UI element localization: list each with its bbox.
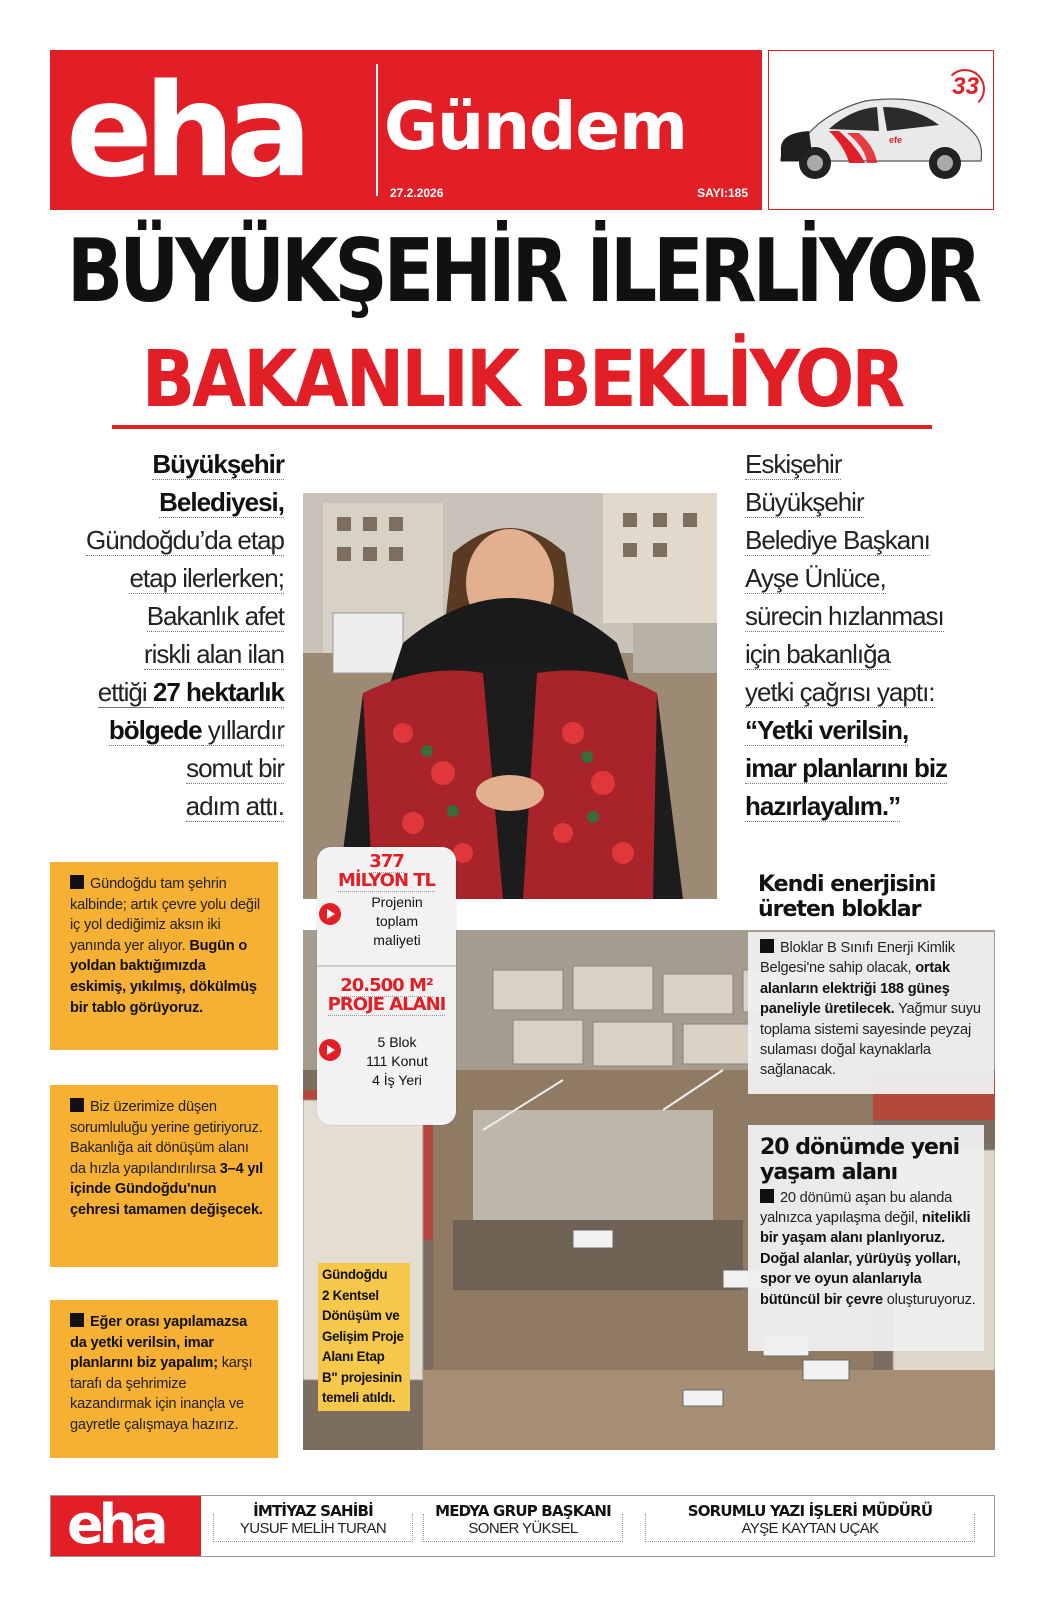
caption-line: temeli atıldı. (322, 1390, 396, 1405)
issue-date: 27.2.2026 (390, 186, 444, 200)
quote-text: Gündoğdu tam şehrin kalbinde; artık çevre yolu değil iç yol dediğimiz aksın iki yanında yer alıyor. (70, 876, 260, 954)
caption-line: 2 Kentsel (322, 1287, 379, 1303)
lead-left-line: Büyükşehir (152, 449, 284, 479)
lead-left-line: ettiği (97, 677, 153, 707)
lead-right-quote: imar planlarını biz (745, 753, 948, 783)
stat-desc-line: 4 İş Yeri (372, 1072, 422, 1088)
living-title-line: 20 dönümde yeni (760, 1135, 960, 1160)
car-illustration (769, 51, 994, 210)
lead-left-bold: 27 hektarlık (152, 677, 284, 707)
section-title: Gündem (384, 88, 687, 165)
stat-area-desc (343, 1033, 451, 1090)
lead-left-line: etap ilerlerken; (129, 563, 284, 593)
stat-desc-line: 5 Blok (377, 1034, 417, 1050)
lead-left-line: yıllardır (201, 715, 284, 745)
square-bullet-icon (760, 939, 774, 953)
play-icon (319, 1039, 341, 1061)
living-title-line: yaşam alanı (760, 1160, 898, 1186)
quote-bold: Bugün o yoldan baktığımızda eskimiş, yıkılmış, dökülmüş bir tablo görüyoruz. (70, 937, 257, 1016)
stat-cost-value: 377 (369, 851, 404, 872)
lead-right-line: Ayşe Ünlüce, (745, 563, 886, 593)
lead-left-bold: bölgede (108, 715, 202, 745)
credit-role: MEDYA GRUP BAŞKANI (435, 1502, 611, 1520)
anniversary-badge: 33 (952, 73, 979, 100)
mayor-portrait-photo (303, 493, 717, 899)
issue-number: SAYI:185 (697, 186, 748, 200)
lead-right-line: yetki çağrısı yaptı: (745, 677, 935, 707)
stat-area (317, 977, 456, 1015)
lead-left-line: somut bir (186, 753, 284, 783)
credit-owner (213, 1502, 413, 1542)
credit-media-head (423, 1502, 623, 1542)
quote-box-1 (50, 862, 278, 1050)
masthead-divider (376, 64, 378, 196)
stat-desc-line: maliyeti (373, 932, 421, 948)
lead-right-line: Belediye Başkanı (745, 525, 930, 555)
stat-cost-desc (343, 893, 451, 950)
credit-name: SONER YÜKSEL (423, 1514, 623, 1542)
stat-divider (317, 965, 456, 967)
lead-left-line: Belediyesi, (159, 487, 284, 517)
living-box (748, 1125, 984, 1351)
lead-right-line: sürecin hızlanması (745, 601, 944, 631)
caption-line: Alanı Etap (322, 1349, 385, 1364)
advertisement[interactable] (768, 50, 994, 210)
quote-bold: 3–4 yıl içinde Gündoğdu'nun çehresi tamamen değişecek. (70, 1160, 263, 1218)
main-headline: BÜYÜKŞEHİR İLERLİYOR (66, 220, 979, 323)
caption-line: B" projesinin (322, 1369, 402, 1385)
footer-credits (50, 1495, 995, 1557)
credit-role: SORUMLU YAZI İŞLERİ MÜDÜRÜ (687, 1502, 933, 1520)
quote-text: karşı tarafı da şehrimize kazandırmak için inançla ve gayretle çalışmaya hazırız. (70, 1355, 253, 1433)
info-bold: ortak alanların elektriği 188 güneş paneliyle üretilecek. (760, 960, 950, 1018)
caption-line: Gündoğdu (322, 1267, 388, 1282)
project-stats-card (317, 847, 456, 1125)
lead-text-left (40, 445, 284, 825)
lead-left-line: riskli alan ilan (143, 639, 284, 669)
lead-left-line: Gündoğdu’da etap (86, 525, 284, 555)
stat-desc-line: 111 Konut (366, 1053, 428, 1069)
credit-name: YUSUF MELİH TURAN (213, 1514, 413, 1542)
stat-area-label: PROJE ALANI (327, 993, 446, 1015)
energy-title-line: Kendi enerjisini (758, 872, 936, 897)
square-bullet-icon (70, 1313, 84, 1327)
stat-cost (317, 853, 456, 891)
square-bullet-icon (760, 1189, 774, 1203)
lead-right-line: için bakanlığa (745, 639, 890, 669)
stat-desc-line: toplam (375, 913, 419, 929)
play-icon (319, 903, 341, 925)
info-bold: nitelikli bir yaşam alanı planlıyoruz. Doğal alanlar, yürüyüş yolları, spor ve oyun alanlarıyla bütüncül bir çevre (760, 1210, 971, 1308)
info-text: Bloklar B Sınıfı Enerji Kimlik Belgesi'ne sahip olacak, (760, 940, 955, 977)
energy-title (758, 872, 935, 923)
info-text: oluşturuyoruz. (882, 1291, 976, 1308)
sub-headline: BAKANLIK BEKLİYOR (141, 333, 903, 426)
quote-text: Biz üzerimize düşen sorumluluğu yerine getiriyoruz. Bakanlığa ait dönüşüm alanı da hızla yapılandırılırsa (70, 1099, 263, 1177)
lead-text-right (745, 445, 995, 825)
info-text: Yağmur suyu toplama sistemi sayesinde peyzaj sulaması doğal kaynaklarla sağlanacak. (760, 1001, 981, 1079)
masthead (50, 50, 762, 210)
caption-line: Dönüşüm ve (322, 1308, 400, 1323)
eha-logo[interactable]: eha (66, 57, 304, 206)
headline-underline (112, 425, 932, 429)
footer-logo[interactable] (51, 1493, 201, 1556)
living-title (760, 1135, 976, 1186)
info-text: 20 dönümü aşan bu alanda yalnızca yapılaşma değil, (760, 1189, 953, 1226)
quote-bold: Eğer orası yapılamazsa da yetki verilsin, imar planlarını biz yapalım; (70, 1314, 248, 1372)
energy-box (748, 932, 994, 1094)
lead-right-line: Büyükşehir (745, 487, 864, 517)
lead-right-quote: “Yetki verilsin, (745, 715, 909, 745)
quote-box-2 (50, 1085, 278, 1267)
square-bullet-icon (70, 1098, 84, 1112)
car-brand-text: efe (889, 135, 903, 145)
square-bullet-icon (70, 875, 84, 889)
portrait-illustration (303, 493, 717, 899)
photo-caption (318, 1263, 410, 1411)
lead-left-line: Bakanlık afet (146, 601, 284, 631)
stat-area-value: 20.500 M² (340, 975, 433, 996)
footer-logo-text: eha (67, 1493, 164, 1556)
lead-left-line: adım attı. (185, 791, 284, 821)
credit-editor (645, 1502, 975, 1542)
quote-box-3 (50, 1300, 278, 1458)
credit-role: İMTİYAZ SAHİBİ (253, 1502, 373, 1520)
lead-right-line: Eskişehir (745, 449, 842, 479)
energy-title-line: üreten bloklar (758, 897, 921, 923)
stat-desc-line: Projenin (371, 894, 423, 910)
credit-name: AYŞE KAYTAN UÇAK (645, 1514, 975, 1542)
lead-right-quote: hazırlayalım.” (745, 791, 901, 821)
caption-line: Gelişim Proje (322, 1328, 404, 1344)
stat-cost-unit: MİLYON TL (337, 869, 436, 891)
